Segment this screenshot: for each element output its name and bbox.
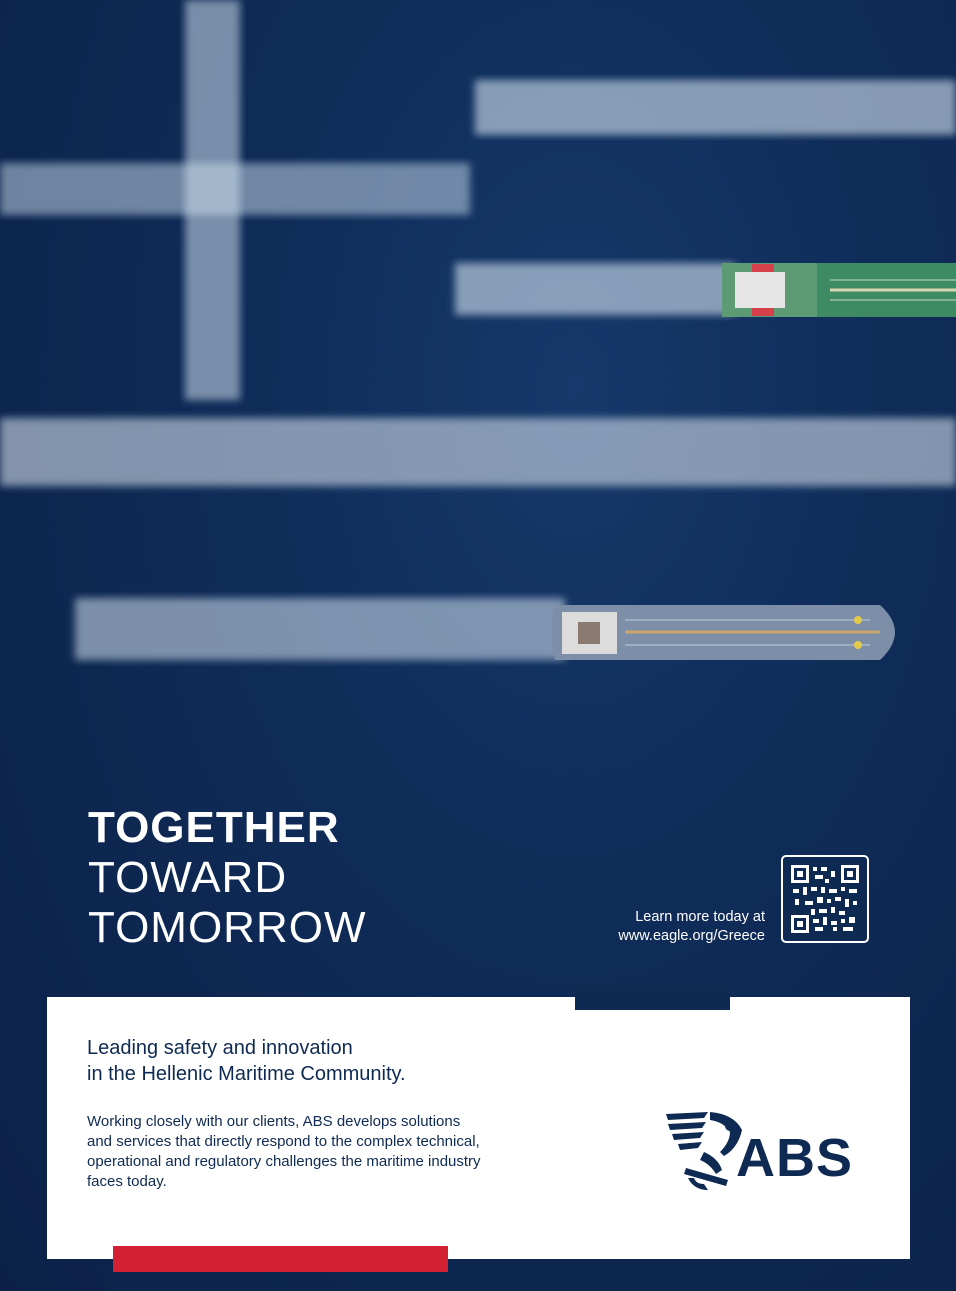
lead-text (87, 1035, 406, 1087)
body-line-1: Working closely with our clients, ABS develops solutions (87, 1113, 461, 1130)
abs-logo (664, 1108, 874, 1192)
headline-line-3: TOMORROW (88, 903, 367, 952)
body-line-4: faces today. (87, 1173, 167, 1190)
green-tanker (722, 263, 956, 317)
learn-more-text (618, 908, 765, 946)
red-accent-bar (113, 1246, 448, 1272)
body-line-2: and services that directly respond to the complex technical, (87, 1133, 480, 1150)
wake-bottom-ship (75, 598, 565, 660)
headline (88, 803, 367, 953)
lead-line-1: Leading safety and innovation (87, 1037, 353, 1059)
abs-wordmark: ABS (736, 1128, 854, 1188)
wake-middle (0, 418, 956, 486)
body-text (87, 1112, 587, 1192)
body-line-3: operational and regulatory challenges the maritime industry (87, 1153, 481, 1170)
website-link[interactable]: www.eagle.org/Greece (618, 928, 765, 944)
qr-code-icon (791, 865, 859, 933)
headline-line-1: TOGETHER (88, 803, 340, 852)
qr-code[interactable] (781, 855, 869, 943)
wake-top-right (475, 80, 956, 135)
lead-line-2: in the Hellenic Maritime Community. (87, 1063, 406, 1085)
learn-more-line-1: Learn more today at (635, 909, 765, 925)
navy-accent-bar (575, 985, 730, 1010)
eagle-icon (664, 1108, 744, 1192)
headline-line-2: TOWARD (88, 853, 288, 902)
wake-top-left (0, 163, 470, 215)
wake-green-ship (455, 263, 735, 315)
grey-tanker (552, 605, 896, 660)
